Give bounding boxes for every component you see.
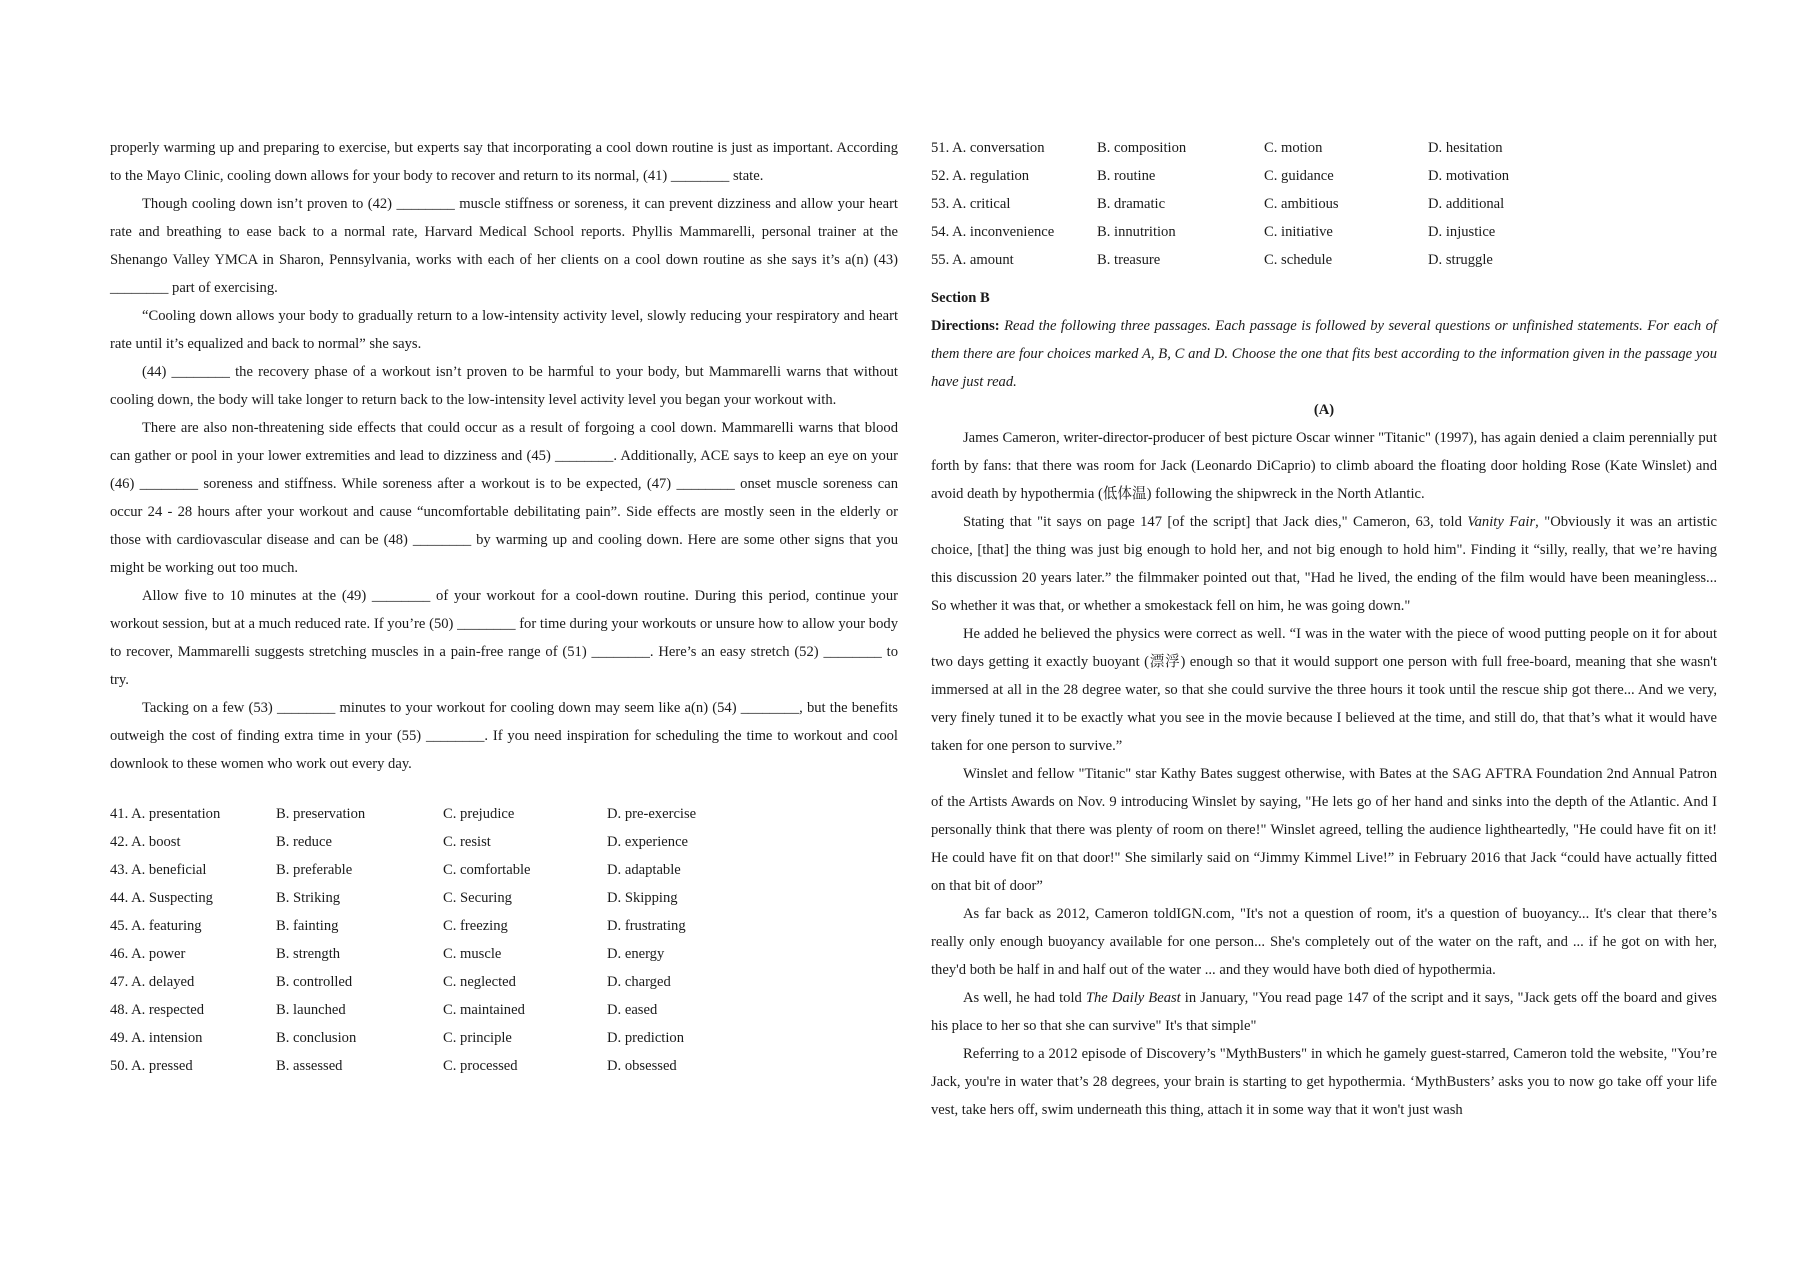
magazine-title: Vanity Fair — [1467, 514, 1536, 530]
option-a: 50. A. pressed — [110, 1058, 193, 1074]
option-d: D. hesitation — [1428, 140, 1503, 156]
option-d: D. additional — [1428, 196, 1505, 212]
passage-paragraph-2 — [931, 508, 1717, 620]
cloze-paragraph-4: (44) ________ the recovery phase of a workout isn’t proven to be harmful to your body, but Mammarelli warns that without cooling down, the body will take longer to return back to the low-intensity level activity level you began your workout with. — [110, 364, 898, 408]
option-c: C. freezing — [443, 918, 508, 934]
option-c: C. resist — [443, 834, 491, 850]
option-d: D. Skipping — [607, 890, 678, 906]
option-a: 53. A. critical — [931, 196, 1011, 212]
option-d: D. charged — [607, 974, 671, 990]
option-b: B. strength — [276, 946, 341, 962]
option-row — [110, 912, 898, 940]
passage-paragraph-4: Winslet and fellow "Titanic" star Kathy Bates suggest otherwise, with Bates at the SAG AFTRA Foundation 2nd Annual Patron of the Artists Awards on Nov. 9 introducing Winslet by saying, "He lets go of her hand and sinks into the depth of the Atlantic. And I personally think that there was plenty of room on there!" Winslet agreed, telling the audience lightheartedly, "He could have fit on it! He could have fit on that door!" She similarly said on “Jimmy Kimmel Live!” in February 2016 that Jack “could have actually fitted on that bit of door” — [931, 766, 1717, 894]
right-column — [931, 134, 1717, 1124]
option-d: D. pre-exercise — [607, 806, 697, 822]
option-b: B. treasure — [1097, 252, 1161, 268]
option-row — [110, 1052, 898, 1080]
option-a: 51. A. conversation — [931, 140, 1045, 156]
option-c: C. schedule — [1264, 252, 1333, 268]
cloze-paragraph-2: Though cooling down isn’t proven to (42) ________ muscle stiffness or soreness, it can prevent dizziness and allow your heart rate and breathing to ease back to a normal rate, Harvard Medical School reports. Phyllis Mammarelli, personal trainer at the Shenango Valley YMCA in Sharon, Pennsylvania, works with each of her clients on a cool down routine as she says it’s a(n) (43) ________ part of exercising. — [110, 196, 898, 296]
option-d: D. experience — [607, 834, 689, 850]
publication-title: The Daily Beast — [1085, 990, 1181, 1006]
option-a: 42. A. boost — [110, 834, 181, 850]
option-b: B. preferable — [276, 862, 353, 878]
option-d: D. injustice — [1428, 224, 1496, 240]
option-row — [931, 190, 1717, 218]
option-d: D. motivation — [1428, 168, 1510, 184]
option-c: C. guidance — [1264, 168, 1334, 184]
cloze-paragraph-7: Tacking on a few (53) ________ minutes to your workout for cooling down may seem like a(n) (54) ________, but the benefits outweigh the cost of finding extra time in your (55) ________. If you need inspiration for scheduling the time to workout and cool downlook to these women who work out every day. — [110, 700, 898, 772]
option-b: B. dramatic — [1097, 196, 1166, 212]
option-a: 49. A. intension — [110, 1030, 203, 1046]
option-d: D. struggle — [1428, 252, 1493, 268]
option-c: C. motion — [1264, 140, 1323, 156]
passage-label: (A) — [1313, 402, 1335, 418]
text-run: As well, he had told — [963, 990, 1086, 1006]
passage-paragraph-7: Referring to a 2012 episode of Discovery’s "MythBusters" in which he gamely guest-starred, Cameron told the website, "You’re Jack, you're in water that’s 28 degrees, your brain is starting to get hypothermia. ‘MythBusters’ asks you to now go take off your life vest, take hers off, swim underneath this thing, attach it in some way that it won't just wash — [931, 1046, 1717, 1118]
option-c: C. maintained — [443, 1002, 525, 1018]
option-a: 46. A. power — [110, 946, 186, 962]
cloze-paragraph-6: Allow five to 10 minutes at the (49) ________ of your workout for a cool-down routine. During this period, continue your workout session, but at a much reduced rate. If you’re (50) ________ for time during your workouts or unsure how to allow your body to recover, Mammarelli suggests stretching muscles in a pain-free range of (51) ________. Here’s an easy stretch (52) ________ to try. — [110, 588, 898, 688]
option-c: C. Securing — [443, 890, 512, 906]
option-c: C. principle — [443, 1030, 512, 1046]
option-b: B. preservation — [276, 806, 366, 822]
option-c: C. ambitious — [1264, 196, 1339, 212]
option-b: B. conclusion — [276, 1030, 357, 1046]
option-row — [931, 162, 1717, 190]
option-c: C. comfortable — [443, 862, 531, 878]
section-title: Section B — [931, 290, 990, 306]
directions — [931, 312, 1717, 396]
option-a: 52. A. regulation — [931, 168, 1030, 184]
cloze-paragraph-5: There are also non-threatening side effects that could occur as a result of forgoing a cool down. Mammarelli warns that blood can gather or pool in your lower extremities and lead to dizziness and (45) ________. Additionally, ACE says to keep an eye on your (46) ________ soreness and stiffness. While soreness after a workout is to be expected, (47) ________ onset muscle soreness can occur 24 - 28 hours after your workout and cause “uncomfortable debilitating pain”. Side effects are mostly seen in the elderly or those with cardiovascular disease and can be (48) ________ by warming up and cooling down. Here are some other signs that you might be working out too much. — [110, 420, 898, 576]
passage-paragraph-3: He added he believed the physics were correct as well. “I was in the water with the piece of wood putting people on it for about two days getting it exactly buoyant (漂浮) enough so that it would support one person with full free-board, meaning that she wasn't immersed at all in the 28 degree water, so that she could survive the three hours it took until the rescue ship got there... And we very, very finely tuned it to be exactly what you see in the movie because I believed at the time, and still do, that that’s what it would have taken for one person to survive.” — [931, 626, 1717, 754]
option-a: 43. A. beneficial — [110, 862, 207, 878]
option-d: D. frustrating — [607, 918, 686, 934]
cloze-paragraph-3: “Cooling down allows your body to gradually return to a low-intensity activity level, slowly reducing your respiratory and heart rate until it’s equalized and back to normal” she says. — [110, 308, 898, 352]
answer-options-51-55 — [931, 134, 1717, 274]
option-d: D. energy — [607, 946, 665, 962]
option-a: 41. A. presentation — [110, 806, 221, 822]
passage-paragraph-6 — [931, 984, 1717, 1040]
option-c: C. prejudice — [443, 806, 515, 822]
directions-label: Directions: — [931, 318, 1000, 334]
option-row — [110, 884, 898, 912]
option-c: C. muscle — [443, 946, 502, 962]
text-run: Stating that "it says on page 147 [of the script] that Jack dies," Cameron, 63, told — [963, 514, 1468, 530]
option-row — [110, 828, 898, 856]
option-row — [110, 968, 898, 996]
option-b: B. routine — [1097, 168, 1156, 184]
option-d: D. eased — [607, 1002, 658, 1018]
option-b: B. controlled — [276, 974, 353, 990]
option-c: C. initiative — [1264, 224, 1333, 240]
option-row — [110, 856, 898, 884]
option-a: 47. A. delayed — [110, 974, 195, 990]
option-row — [110, 800, 898, 828]
option-a: 55. A. amount — [931, 252, 1014, 268]
left-column — [110, 134, 898, 1080]
option-row — [110, 1024, 898, 1052]
passage-paragraph-5: As far back as 2012, Cameron toldIGN.com, "It's not a question of room, it's a question of buoyancy... It's clear that there’s really only enough buoyancy available for one person... She's completely out of the water on the raft, and ... if he got on with her, they'd both be half in and half out of the water ... and they would have both died of hypothermia. — [931, 906, 1717, 978]
option-row — [110, 996, 898, 1024]
option-d: D. prediction — [607, 1030, 685, 1046]
option-a: 45. A. featuring — [110, 918, 202, 934]
option-a: 44. A. Suspecting — [110, 890, 213, 906]
option-b: B. launched — [276, 1002, 346, 1018]
option-c: C. neglected — [443, 974, 516, 990]
option-d: D. obsessed — [607, 1058, 677, 1074]
directions-text: Read the following three passages. Each passage is followed by several questions or unfinished statements. For each of them there are four choices marked A, B, C and D. Choose the one that fits best according to the information given in the passage you have just read. — [931, 318, 1717, 390]
option-row — [931, 246, 1717, 274]
option-c: C. processed — [443, 1058, 518, 1074]
option-b: B. assessed — [276, 1058, 343, 1074]
option-row — [931, 218, 1717, 246]
option-a: 48. A. respected — [110, 1002, 205, 1018]
option-row — [931, 134, 1717, 162]
text-run: , "Obviously it was an artistic choice, [that] the thing was just big enough to hold her, and not big enough to hold him". Finding it “silly, really, that we’re having this discussion 20 years later.” the filmmaker pointed out that, "Had he lived, the ending of the film would have been meaningless... So whether it was that, or whether a smokestack fell on him, he was going down." — [931, 514, 1717, 614]
passage-paragraph-1: James Cameron, writer-director-producer of best picture Oscar winner "Titanic" (1997), has again denied a claim perennially put forth by fans: that there was room for Jack (Leonardo DiCaprio) to climb aboard the floating door holding Rose (Kate Winslet) and avoid death by hypothermia (低体温) following the shipwreck in the North Atlantic. — [931, 430, 1717, 502]
cloze-paragraph-1: properly warming up and preparing to exercise, but experts say that incorporating a cool down routine is just as important. According to the Mayo Clinic, cooling down allows for your body to recover and return to its normal, (41) ________ state. — [110, 140, 898, 184]
text-run: in January, "You read page 147 of the script and it says, "Jack gets off the board and gives his place to her so that she can survive" It's that simple" — [931, 990, 1717, 1034]
option-b: B. Striking — [276, 890, 341, 906]
option-row — [110, 940, 898, 968]
answer-options-41-50 — [110, 800, 898, 1080]
option-b: B. fainting — [276, 918, 339, 934]
option-d: D. adaptable — [607, 862, 681, 878]
option-b: B. composition — [1097, 140, 1187, 156]
option-b: B. reduce — [276, 834, 332, 850]
option-b: B. innutrition — [1097, 224, 1176, 240]
option-a: 54. A. inconvenience — [931, 224, 1055, 240]
